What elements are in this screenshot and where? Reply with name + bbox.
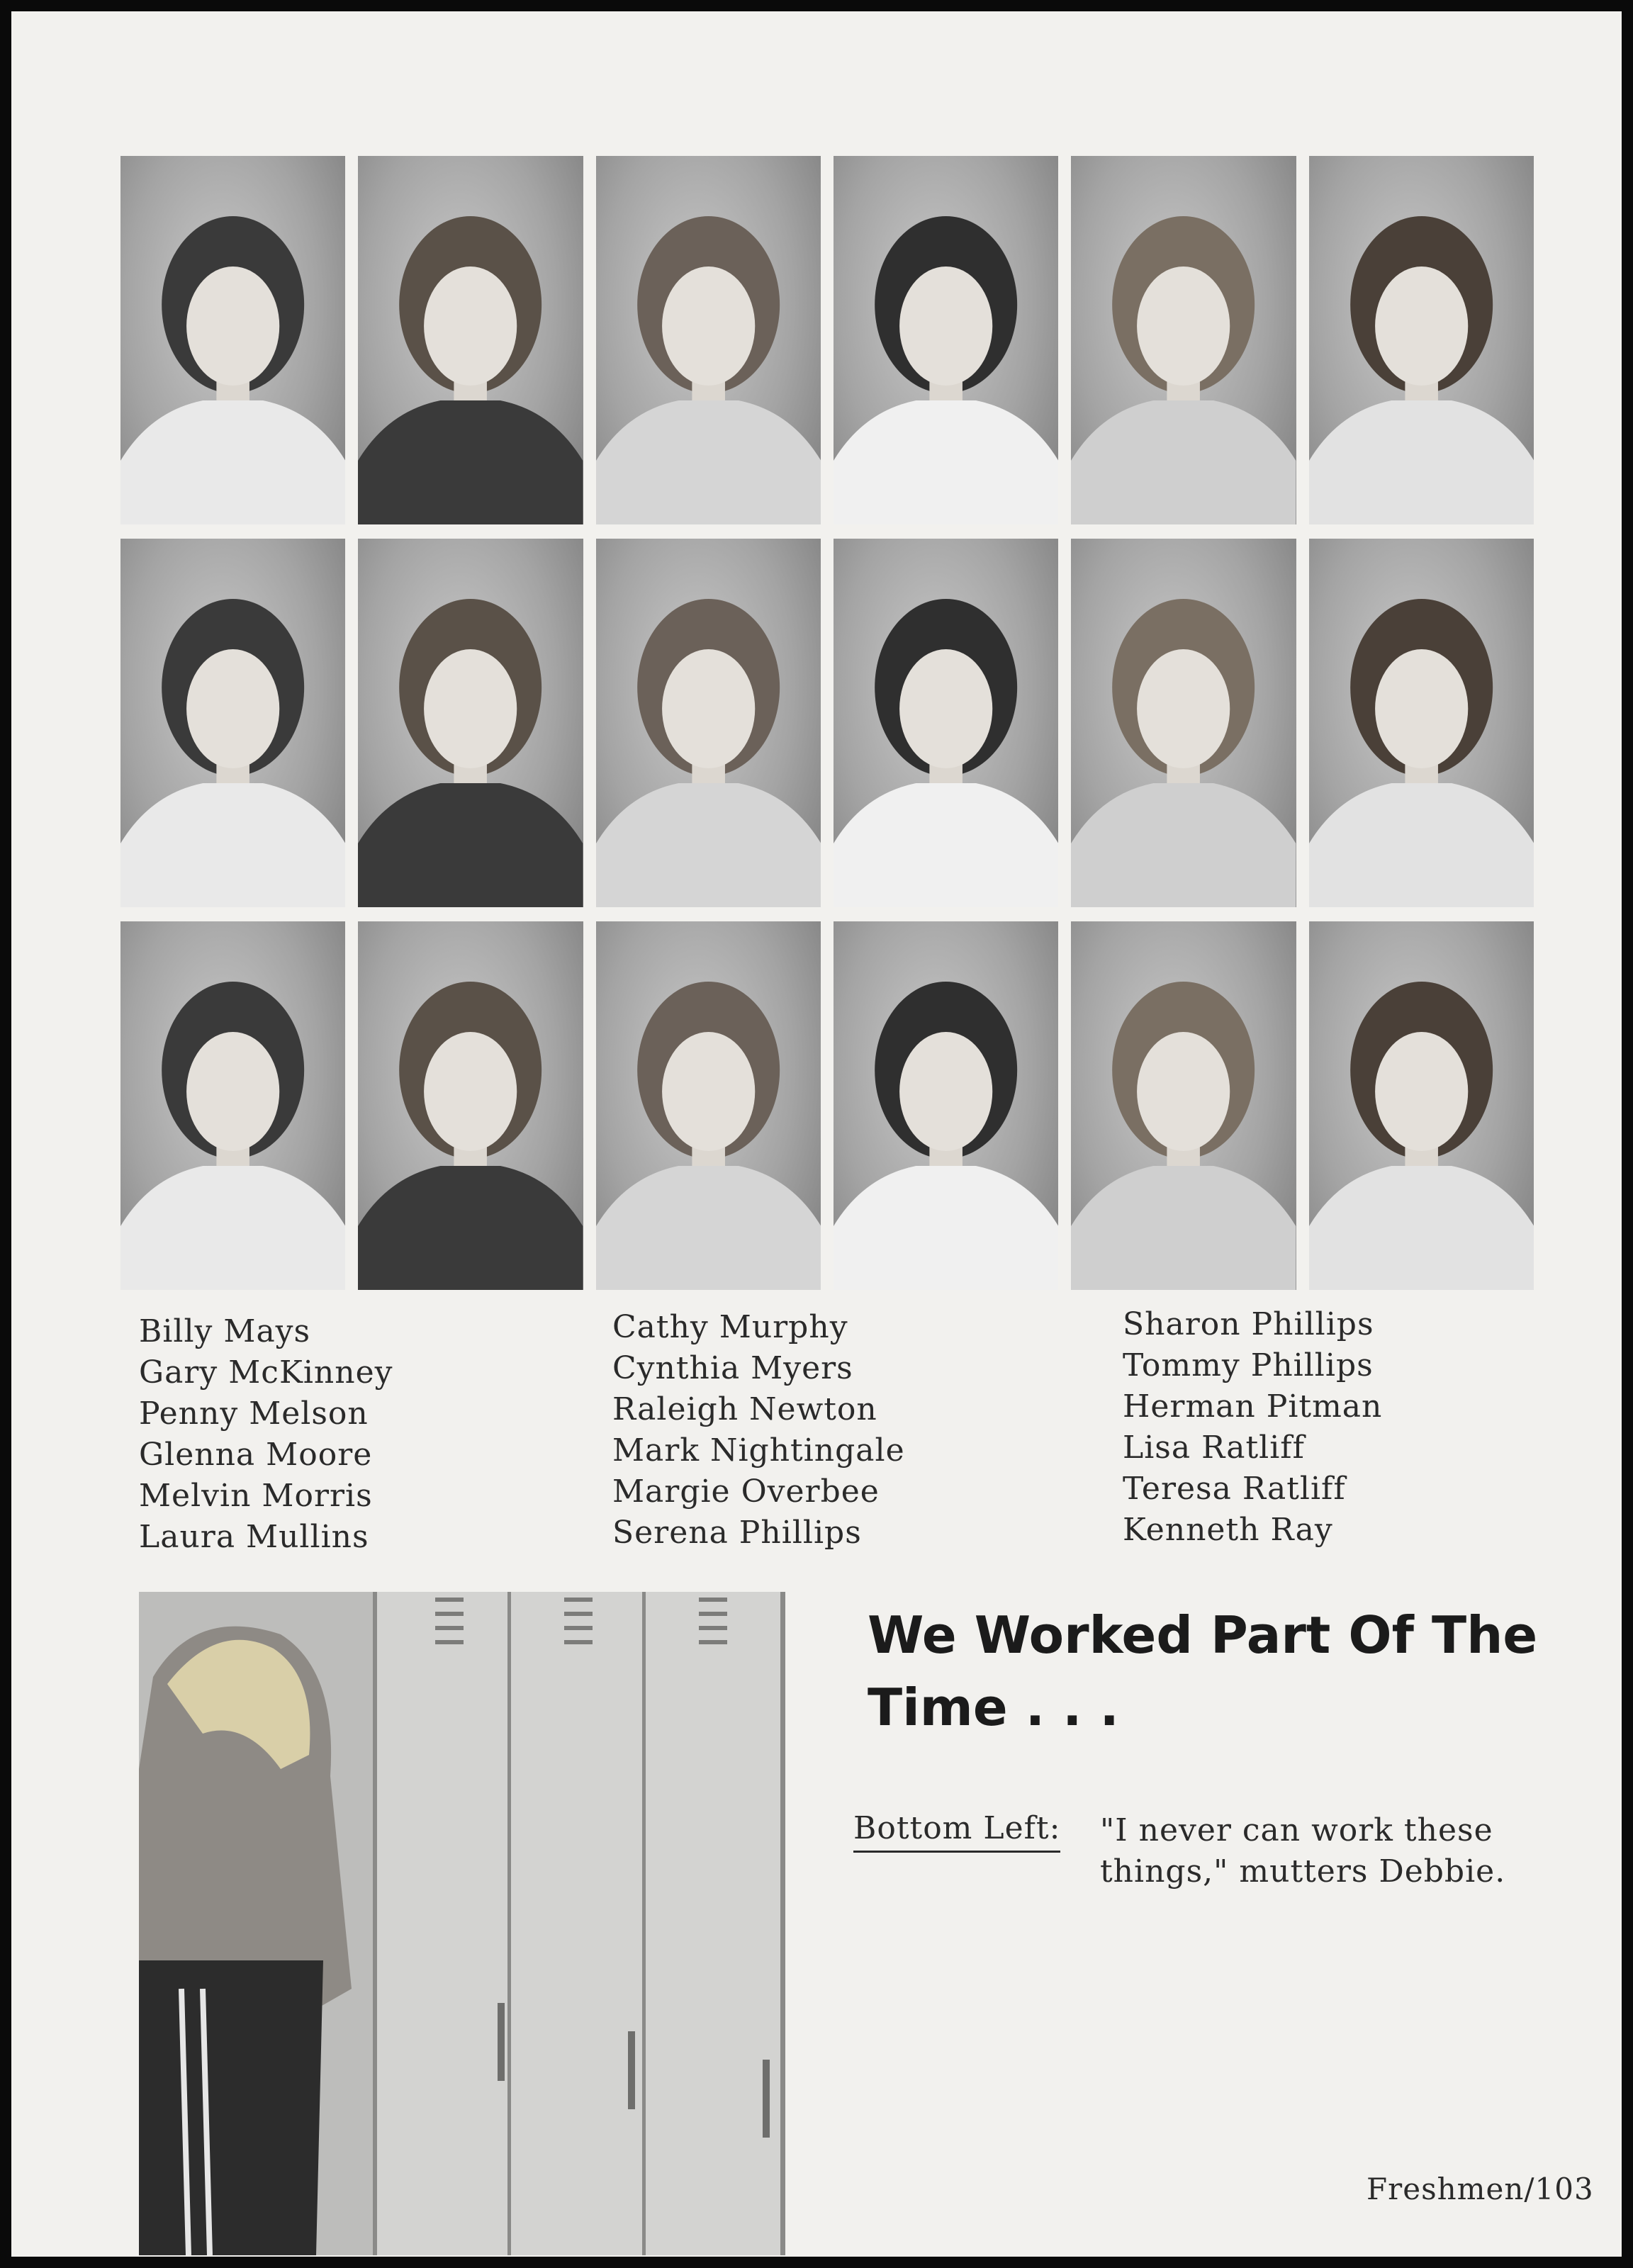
portrait-shirt (1071, 1166, 1296, 1290)
portrait-face (662, 1032, 755, 1151)
caption-label: Bottom Left: (853, 1810, 1060, 1853)
names-column-3 (1123, 1304, 1382, 1551)
portrait-silhouette (1309, 539, 1534, 907)
portrait-silhouette (120, 921, 345, 1290)
portrait-face (186, 649, 279, 768)
portrait-silhouette (596, 156, 821, 524)
student-name: Teresa Ratliff (1123, 1471, 1346, 1507)
portrait-silhouette (1309, 156, 1534, 524)
portrait-silhouette (358, 921, 583, 1290)
portrait-silhouette (120, 156, 345, 524)
portrait-shirt (1309, 783, 1534, 907)
names-column-1 (139, 1311, 393, 1558)
student-name: Mark Nightingale (612, 1432, 905, 1469)
portrait-face (1137, 266, 1230, 386)
student-name: Raleigh Newton (612, 1391, 877, 1427)
portrait-photo (120, 921, 345, 1290)
portrait-shirt (120, 400, 345, 524)
portrait-photo (834, 539, 1058, 907)
portrait-photo (1309, 539, 1534, 907)
portrait-grid (120, 156, 1534, 1290)
portrait-silhouette (1309, 921, 1534, 1290)
portrait-face (424, 266, 517, 386)
portrait-photo (358, 539, 583, 907)
student-name: Kenneth Ray (1123, 1512, 1333, 1548)
locker-scene (139, 1592, 785, 2255)
portrait-face (424, 649, 517, 768)
portrait-silhouette (834, 921, 1058, 1290)
page-footer: Freshmen/103 (1367, 2172, 1594, 2206)
portrait-silhouette (358, 156, 583, 524)
portrait-silhouette (120, 539, 345, 907)
student-name: Penny Melson (139, 1396, 369, 1432)
portrait-face (899, 1032, 992, 1151)
portrait-photo (596, 539, 821, 907)
portrait-face (1137, 649, 1230, 768)
portrait-silhouette (834, 539, 1058, 907)
portrait-shirt (596, 783, 821, 907)
portrait-face (186, 266, 279, 386)
yearbook-page (11, 11, 1622, 2257)
portrait-shirt (1071, 400, 1296, 524)
portrait-face (1375, 649, 1468, 768)
portrait-face (899, 266, 992, 386)
student-name: Lisa Ratliff (1123, 1430, 1305, 1466)
portrait-photo (596, 921, 821, 1290)
portrait-photo (1309, 156, 1534, 524)
portrait-shirt (596, 400, 821, 524)
portrait-shirt (358, 783, 583, 907)
portrait-face (662, 266, 755, 386)
student-name: Glenna Moore (139, 1437, 373, 1473)
portrait-photo (120, 539, 345, 907)
student-name: Sharon Phillips (1123, 1306, 1374, 1342)
portrait-shirt (834, 1166, 1058, 1290)
portrait-photo (358, 156, 583, 524)
student-name: Billy Mays (139, 1313, 311, 1349)
portrait-shirt (120, 1166, 345, 1290)
portrait-face (186, 1032, 279, 1151)
portrait-face (1375, 266, 1468, 386)
portrait-silhouette (358, 539, 583, 907)
portrait-photo (834, 921, 1058, 1290)
student-name: Cynthia Myers (612, 1350, 853, 1386)
portrait-face (662, 649, 755, 768)
portrait-silhouette (596, 921, 821, 1290)
portrait-photo (596, 156, 821, 524)
portrait-shirt (358, 400, 583, 524)
portrait-face (424, 1032, 517, 1151)
portrait-shirt (834, 783, 1058, 907)
portrait-silhouette (834, 156, 1058, 524)
student-name: Melvin Morris (139, 1478, 373, 1514)
student-name: Gary McKinney (139, 1354, 393, 1391)
portrait-photo (358, 921, 583, 1290)
portrait-shirt (1309, 1166, 1534, 1290)
page-headline: We Worked Part Of The Time . . . (868, 1605, 1538, 1737)
portrait-photo (834, 156, 1058, 524)
portrait-shirt (834, 400, 1058, 524)
portrait-shirt (358, 1166, 583, 1290)
portrait-face (899, 649, 992, 768)
portrait-shirt (596, 1166, 821, 1290)
student-name: Laura Mullins (139, 1519, 369, 1555)
portrait-photo (1309, 921, 1534, 1290)
student-name: Serena Phillips (612, 1515, 862, 1551)
portrait-face (1375, 1032, 1468, 1151)
portrait-silhouette (1071, 539, 1296, 907)
portrait-silhouette (596, 539, 821, 907)
portrait-photo (120, 156, 345, 524)
candid-locker-photo (139, 1592, 785, 2255)
portrait-shirt (120, 783, 345, 907)
portrait-silhouette (1071, 156, 1296, 524)
portrait-shirt (1071, 783, 1296, 907)
student-name: Herman Pitman (1123, 1388, 1383, 1425)
portrait-photo (1071, 156, 1296, 524)
portrait-face (1137, 1032, 1230, 1151)
caption-text: "I never can work these things," mutters Debbie. (1100, 1812, 1506, 1890)
names-column-2 (612, 1307, 905, 1554)
student-name: Margie Overbee (612, 1473, 880, 1510)
portrait-photo (1071, 921, 1296, 1290)
portrait-shirt (1309, 400, 1534, 524)
student-name: Tommy Phillips (1123, 1347, 1374, 1383)
student-name: Cathy Murphy (612, 1309, 848, 1345)
portrait-silhouette (1071, 921, 1296, 1290)
portrait-photo (1071, 539, 1296, 907)
